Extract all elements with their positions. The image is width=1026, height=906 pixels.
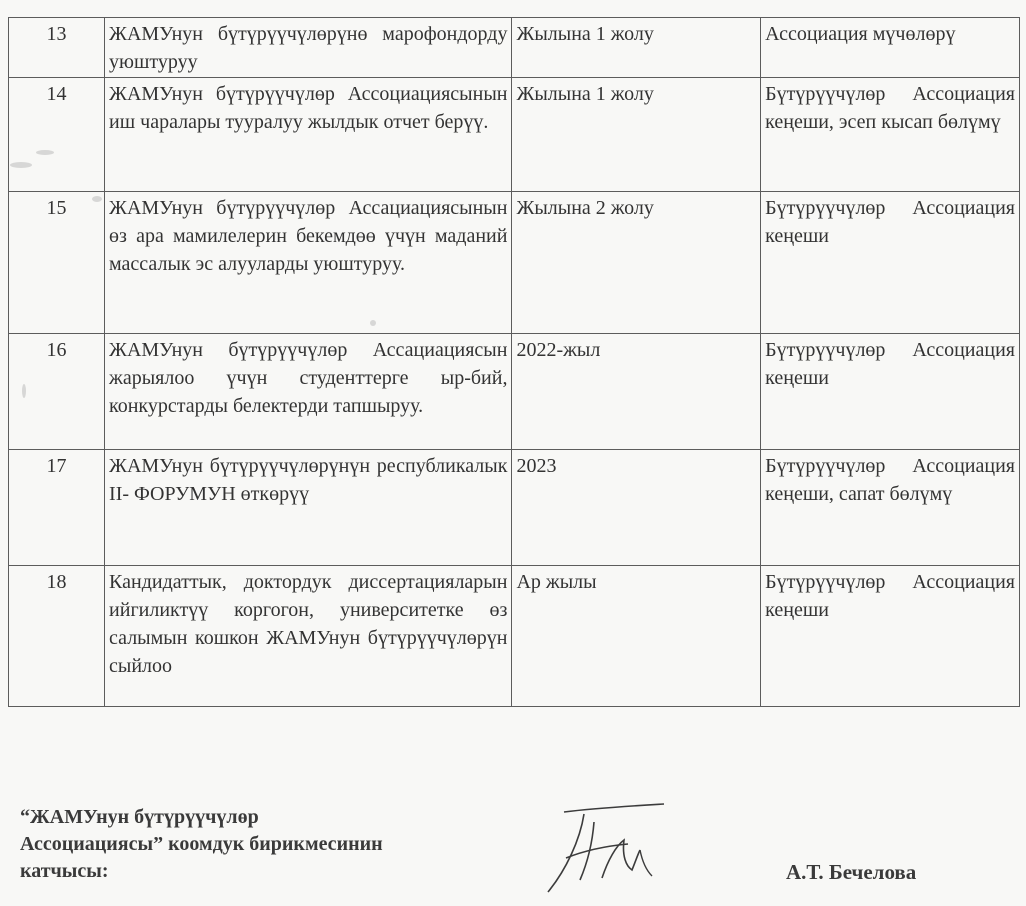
responsible-cell: Бүтүрүүчүлөр Ассоциация кеңеши, сапат бөлүмү (761, 450, 1020, 566)
table-row (9, 18, 1020, 78)
responsible-cell: Бүтүрүүчүлөр Ассоциация кеңеши, эсеп кысап бөлүмү (761, 78, 1020, 192)
responsible-cell: Бүтүрүүчүлөр Ассоциация кеңеши (761, 566, 1020, 707)
row-number: 14 (9, 78, 105, 192)
term-cell: 2022-жыл (512, 334, 761, 450)
task-cell: ЖАМУнун бүтүрүүчүлөрүнүн республикалык II- ФОРУМУН өткөрүү (105, 450, 512, 566)
task-cell: ЖАМУнун бүтүрүүчүлөрүнө марофондорду уюштуруу (105, 18, 512, 78)
plan-table (8, 17, 1020, 707)
secretary-title-line: “ЖАМУнун бүтүрүүчүлөр (20, 806, 259, 828)
table-row (9, 192, 1020, 334)
row-number: 15 (9, 192, 105, 334)
table-row (9, 78, 1020, 192)
signer-name: А.Т. Бечелова (786, 860, 917, 884)
task-cell: ЖАМУнун бүтүрүүчүлөр Ассациациясын жарыялоо үчүн студенттерге ыр-бий, конкурстарды белектерди тапшыруу. (105, 334, 512, 450)
scan-speck (92, 196, 102, 202)
task-cell: ЖАМУнун бүтүрүүчүлөр Ассоциациясынын иш чаралары тууралуу жылдык отчет берүү. (105, 78, 512, 192)
responsible-cell: Ассоциация мүчөлөрү (761, 18, 1020, 78)
task-cell: Кандидаттык, доктордук диссертацияларын ийгиликтүү коргогон, университетке өз салымын кошкон ЖАМУнун бүтүрүүчүлөрүн сыйлоо (105, 566, 512, 707)
row-number: 18 (9, 566, 105, 707)
scan-speck (22, 384, 26, 398)
table-row (9, 334, 1020, 450)
term-cell: Жылына 2 жолу (512, 192, 761, 334)
scan-speck (10, 162, 32, 168)
secretary-title (20, 804, 500, 885)
term-cell: Жылына 1 жолу (512, 78, 761, 192)
row-number: 16 (9, 334, 105, 450)
task-cell: ЖАМУнун бүтүрүүчүлөр Ассациациясынын өз ара мамилелерин бекемдөө үчүн маданий массалык эс алууларды уюштуруу. (105, 192, 512, 334)
secretary-title-line: катчысы: (20, 860, 109, 882)
term-cell: Жылына 1 жолу (512, 18, 761, 78)
responsible-cell: Бүтүрүүчүлөр Ассоциация кеңеши (761, 334, 1020, 450)
scan-speck (370, 320, 376, 326)
responsible-cell: Бүтүрүүчүлөр Ассоциация кеңеши (761, 192, 1020, 334)
scan-speck (36, 150, 54, 155)
term-cell: 2023 (512, 450, 761, 566)
row-number: 13 (9, 18, 105, 78)
term-cell: Ар жылы (512, 566, 761, 707)
table-row (9, 566, 1020, 707)
row-number: 17 (9, 450, 105, 566)
signature-icon (536, 800, 676, 900)
secretary-title-line: Ассоциациясы” коомдук бирикмесинин (20, 833, 383, 855)
table-row (9, 450, 1020, 566)
